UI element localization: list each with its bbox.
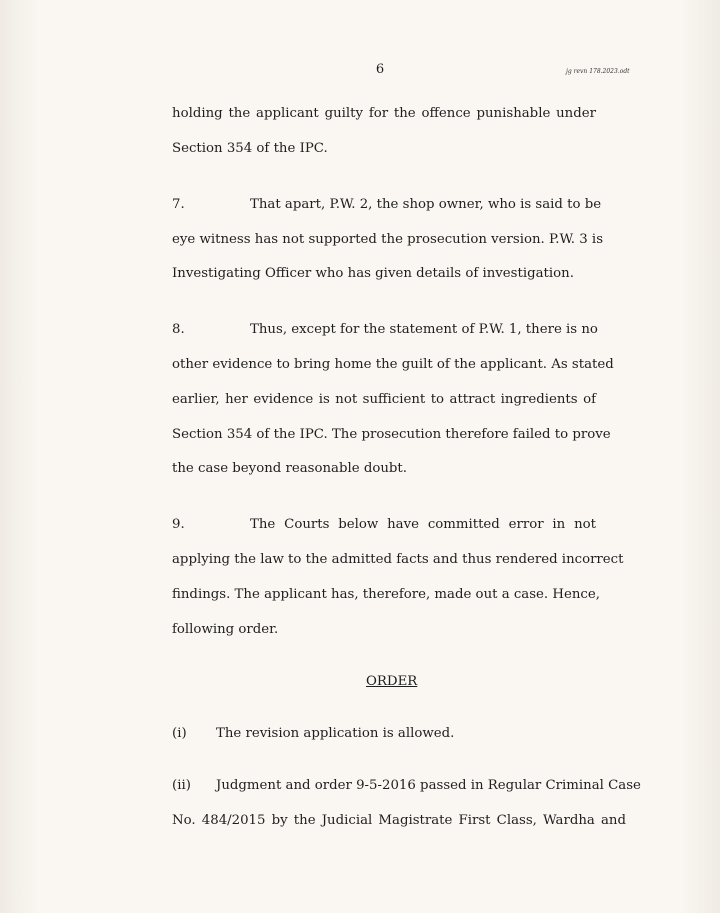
order-item-number: (ii): [172, 778, 191, 793]
text-line: Investigating Officer who has given details of investigation.: [172, 266, 574, 281]
page-number: 6: [375, 62, 385, 77]
text-line: That apart, P.W. 2, the shop owner, who is said to be: [250, 197, 602, 212]
text-line: The Courts below have committed error in not: [250, 517, 596, 532]
order-item-text: Judgment and order 9-5-2016 passed in Regular Criminal Case: [216, 778, 641, 793]
paragraph-number: 9.: [172, 517, 185, 532]
text-line: following order.: [172, 622, 279, 637]
text-line: the case beyond reasonable doubt.: [172, 461, 407, 476]
text-line: earlier, her evidence is not sufficient to attract ingredients of: [172, 392, 596, 407]
text-line: other evidence to bring home the guilt of the applicant. As stated: [172, 357, 614, 372]
text-line: findings. The applicant has, therefore, made out a case. Hence,: [172, 587, 600, 602]
text-line: applying the law to the admitted facts and thus rendered incorrect: [172, 552, 624, 567]
text-line: Section 354 of the IPC.: [172, 141, 328, 156]
file-reference: jg revn 178.2023.odt: [566, 68, 630, 75]
text-line: holding the applicant guilty for the offence punishable under: [172, 106, 596, 121]
order-heading: ORDER: [366, 674, 418, 689]
order-item-number: (i): [172, 726, 187, 741]
text-line: No. 484/2015 by the Judicial Magistrate First Class, Wardha and: [172, 813, 626, 828]
paragraph-number: 8.: [172, 322, 185, 337]
text-line: Thus, except for the statement of P.W. 1, there is no: [250, 322, 598, 337]
order-item-text: The revision application is allowed.: [216, 726, 455, 741]
paragraph-number: 7.: [172, 197, 185, 212]
text-line: eye witness has not supported the prosecution version. P.W. 3 is: [172, 232, 604, 247]
text-line: Section 354 of the IPC. The prosecution therefore failed to prove: [172, 427, 611, 442]
